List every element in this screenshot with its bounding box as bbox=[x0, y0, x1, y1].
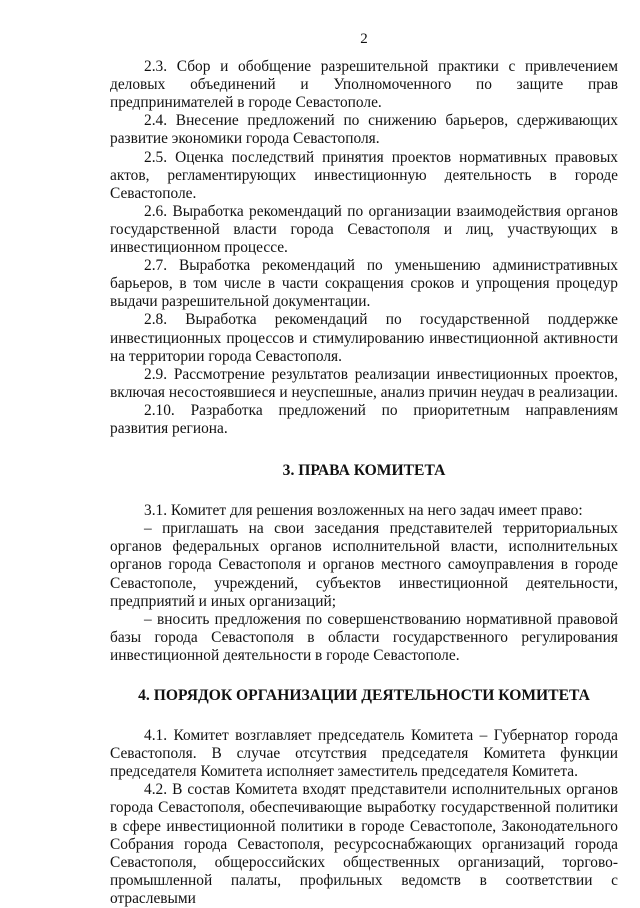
paragraph-2-5: 2.5. Оценка последствий принятия проектов нормативных правовых актов, регламентирующих инвестиционную деятельность в городе Севастополе. bbox=[110, 148, 618, 202]
paragraph-3-1: 3.1. Комитет для решения возложенных на него задач имеет право: bbox=[144, 502, 583, 520]
paragraph-2-6: 2.6. Выработка рекомендаций по организации взаимодействия органов государственной власти города Севастополя и лиц, участвующих в инвестиционном процессе. bbox=[110, 202, 618, 257]
paragraph-2-10: 2.10. Разработка предложений по приоритетным направлениям развития региона. bbox=[110, 401, 618, 437]
page-number: 2 bbox=[360, 31, 368, 47]
paragraph-4-2: 4.2. В состав Комитета входят представители исполнительных органов города Севастополя, обеспечивающие выработку государственной политики в сфере инвестиционной политики в городе Севастополе, Законодательного Собрания города Севастополя, ресурсоснабжающих организаций города Севастополя, общероссийских общественных организаций, торгово-промышленной палаты, профильных ведомств в соответствии с отраслевыми bbox=[110, 781, 618, 907]
section-3-body bbox=[110, 502, 618, 665]
paragraph-2-3: 2.3. Сбор и обобщение разрешительной практики с привлечением деловых объединений и Уполномоченного по защите прав предпринимателей в городе Севастополе. bbox=[110, 58, 618, 112]
rights-item-invite: – приглашать на свои заседания представителей территориальных органов федеральных органов исполнительной власти, исполнительных органов города Севастополя и органов местного самоуправления в городе Севастополе, учреждений, субъектов инвестиционной деятельности, предприятий и иных организаций; bbox=[110, 520, 618, 610]
paragraph-2-9: 2.9. Рассмотрение результатов реализации инвестиционных проектов, включая несостоявшиеся и неуспешные, анализ причин неудач в реализации. bbox=[110, 365, 619, 401]
paragraph-2-4: 2.4. Внесение предложений по снижению барьеров, сдерживающих развитие экономики города Севастополя. bbox=[110, 112, 618, 148]
rights-item-proposals: – вносить предложения по совершенствованию нормативной правовой базы города Севастополя в области государственного регулирования инвестиционной деятельности в городе Севастополе. bbox=[110, 610, 618, 664]
paragraph-2-7: 2.7. Выработка рекомендаций по уменьшению административных барьеров, в том числе в части сокращения сроков и упрощения процедур выдачи разрешительной документации. bbox=[110, 257, 618, 311]
section-3-heading: 3. ПРАВА КОМИТЕТА bbox=[282, 462, 446, 480]
section-2-list bbox=[110, 58, 618, 438]
section-4-heading: 4. ПОРЯДОК ОРГАНИЗАЦИИ ДЕЯТЕЛЬНОСТИ КОМИТЕТА bbox=[138, 687, 590, 704]
paragraph-4-1: 4.1. Комитет возглавляет председатель Комитета – Губернатор города Севастополя. В случае отсутствия председателя Комитета функции председателя Комитета исполняет заместитель председателя Комитета. bbox=[110, 727, 618, 781]
paragraph-2-8: 2.8. Выработка рекомендаций по государственной поддержке инвестиционных процессов и стимулированию инвестиционной активности на территории города Севастополя. bbox=[110, 311, 618, 365]
document-page bbox=[110, 30, 618, 908]
section-4-body bbox=[110, 727, 618, 908]
